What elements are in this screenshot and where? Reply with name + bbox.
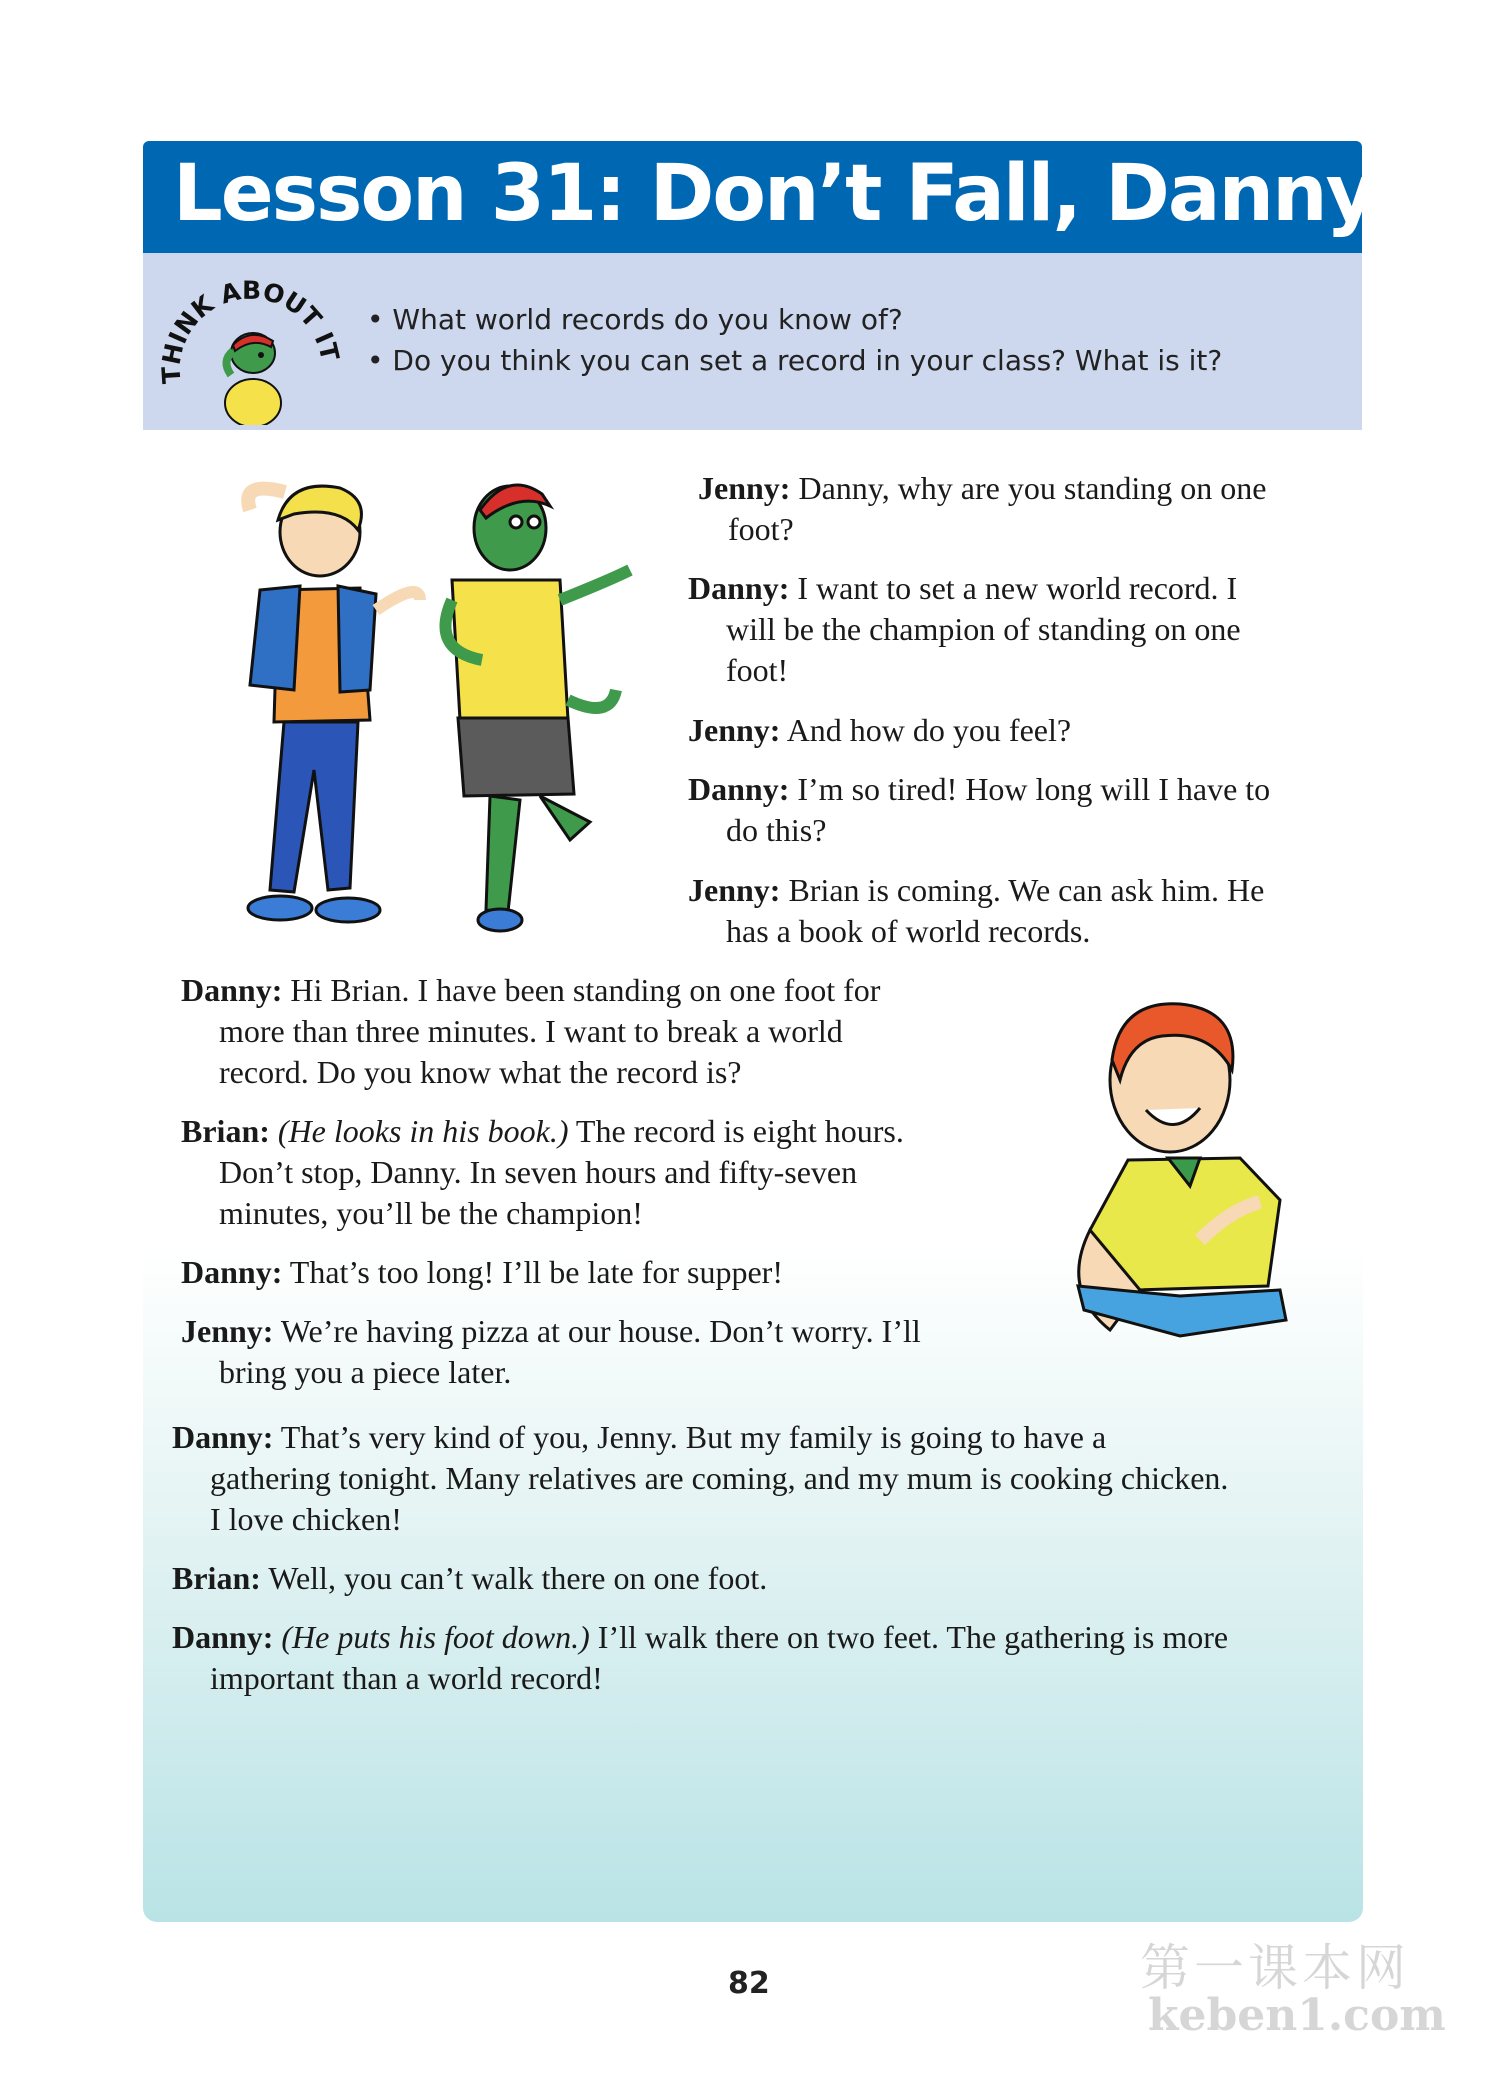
dialogue-text: has a book of world records. [726,913,1091,949]
speaker-name: Danny: [181,972,283,1008]
dialogue-text: Danny, why are you standing on one [798,470,1267,506]
dialogue-line [688,568,1237,609]
dialogue-text: That’s very kind of you, Jenny. But my family is going to have a [280,1419,1107,1455]
brian-with-book-illustration [1050,990,1340,1390]
speaker-name: Danny: [172,1419,274,1455]
dialogue-text: foot? [728,511,794,547]
dialogue-text: Don’t stop, Danny. In seven hours and fifty-seven [219,1154,858,1190]
think-question-2: • Do you think you can set a record in your class? What is it? [367,344,1223,377]
speaker-name: Danny: [181,1254,283,1290]
page-number: 82 [728,1966,770,2001]
dialogue-text: Hi Brian. I have been standing on one foot for [290,972,881,1008]
dialogue-line [698,468,1267,509]
dialogue-text: more than three minutes. I want to break a world [219,1013,843,1049]
dialogue-text: will be the champion of standing on one [726,611,1241,647]
dialogue-line [172,1558,767,1599]
stage-direction: (He looks in his book.) [277,1113,569,1149]
watermark-chinese: 第一课本网 [1140,1939,1410,1997]
dialogue-text: That’s too long! I’ll be late for supper! [289,1254,783,1290]
dialogue-text: Brian is coming. We can ask him. He [788,872,1265,908]
dialogue-line [181,1111,904,1152]
speaker-name: Jenny: [688,872,781,908]
dialogue-line [172,1417,1106,1458]
dialogue-line [172,1617,1228,1658]
dialogue-text: I’ll walk there on two feet. The gathering is more [597,1619,1229,1655]
dialogue-line [688,710,1071,751]
speaker-name: Danny: [688,570,790,606]
dialogue-text: gathering tonight. Many relatives are coming, and my mum is cooking chicken. [210,1460,1229,1496]
speaker-name: Brian: [181,1113,270,1149]
speaker-name: Brian: [172,1560,261,1596]
dialogue-text: We’re having pizza at our house. Don’t worry. I’ll [280,1313,921,1349]
lesson-title: Lesson 31: Don’t Fall, Danny! [173,149,1409,239]
dialogue-text: I want to set a new world record. I [797,570,1238,606]
badge-text: THINK ABOUT IT [156,275,345,385]
dialogue-text: important than a world record! [210,1660,603,1696]
speaker-name: Jenny: [688,712,781,748]
think-question-1: • What world records do you know of? [367,303,903,336]
dialogue-line [688,870,1264,911]
watermark-url: keben1.com [1148,1990,1446,2041]
dialogue-text: foot! [726,652,789,688]
dialogue-line [181,1252,783,1293]
speaker-name: Danny: [172,1619,274,1655]
dialogue-text: minutes, you’ll be the champion! [219,1195,643,1231]
dialogue-text: The record is eight hours. [575,1113,904,1149]
dialogue-text: bring you a piece later. [219,1354,512,1390]
dialogue-text: I love chicken! [210,1501,402,1537]
jenny-and-danny-illustration [190,470,660,950]
speaker-name: Jenny: [181,1313,274,1349]
speaker-name: Jenny: [698,470,791,506]
dialogue-line [181,1311,921,1352]
dialogue-text: do this? [726,812,827,848]
lesson-title-bar [143,141,1409,253]
dialogue-text: record. Do you know what the record is? [219,1054,742,1090]
dialogue-line [181,970,880,1011]
dialogue-line [688,769,1270,810]
think-about-it-box [143,253,1362,430]
think-about-it-badge-icon [153,275,373,425]
stage-direction: (He puts his foot down.) [281,1619,590,1655]
dialogue-text: And how do you feel? [786,712,1072,748]
dialogue-text: I’m so tired! How long will I have to [797,771,1271,807]
speaker-name: Danny: [688,771,790,807]
dialogue-text: Well, you can’t walk there on one foot. [268,1560,768,1596]
